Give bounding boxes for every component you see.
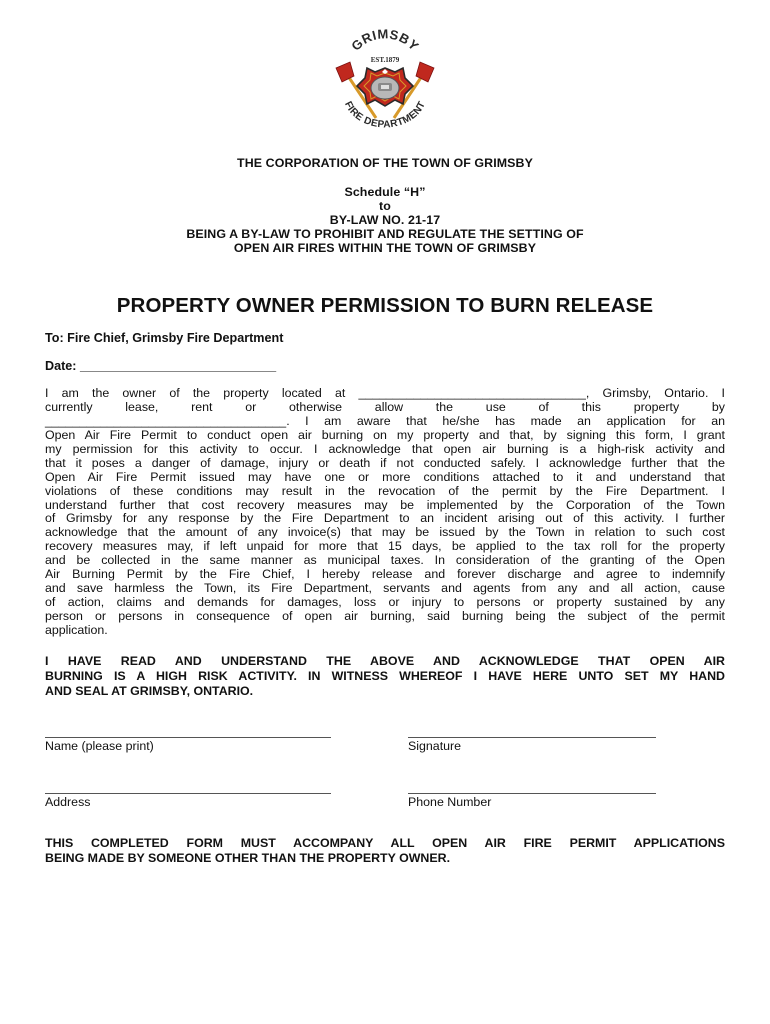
body-line: person or persons in consequence of open air burning, said burning being the subject of the permit [45, 609, 725, 623]
body-line: understand further that cost recovery measures may be implemented by the Corporation of the Town [45, 497, 725, 512]
name-print-field[interactable] [45, 737, 331, 738]
fire-badge-icon [332, 28, 438, 140]
acknowledgement-line: I HAVE READ AND UNDERSTAND THE ABOVE AND ACKNOWLEDGE THAT OPEN AIR [45, 654, 725, 668]
date-label: Date: [45, 359, 77, 373]
schedule-to: to [379, 199, 391, 213]
body-line: ___________________________________. I am aware that he/she has made an application for an [45, 413, 725, 428]
date-field[interactable] [45, 359, 276, 374]
bylaw-purpose-line-2: OPEN AIR FIRES WITHIN THE TOWN OF GRIMSBY [233, 241, 537, 255]
signature-label: Signature [408, 739, 462, 753]
phone-number-label: Phone Number [408, 795, 492, 809]
date-blank[interactable]: ____________________________ [80, 359, 277, 373]
notice-line: THIS COMPLETED FORM MUST ACCOMPANY ALL OPEN AIR FIRE PERMIT APPLICATIONS [45, 836, 725, 850]
body-line: violations of these conditions may result in the revocation of the permit by the Fire Department. I [45, 483, 725, 498]
body-line: application. [45, 622, 108, 637]
submission-notice [45, 836, 725, 866]
bylaw-purpose-line-1: BEING A BY-LAW TO PROHIBIT AND REGULATE THE SETTING OF [186, 227, 584, 241]
body-line: and be collected in the same manner as municipal taxes. In consideration of the granting of the Open [45, 553, 725, 568]
body-line: of action, claims and demands for damages, loss or injury to persons or property sustained by any [45, 595, 725, 610]
grimsby-fire-department-logo [332, 28, 438, 140]
body-line: my permission for this activity to occur. I acknowledge that open air burning is a high-risk activity and [45, 441, 725, 456]
addressee-line: To: Fire Chief, Grimsby Fire Department [45, 331, 284, 345]
corporation-heading: THE CORPORATION OF THE TOWN OF GRIMSBY [237, 156, 533, 170]
acknowledgement-line: BURNING IS A HIGH RISK ACTIVITY. IN WITNESS WHEREOF I HAVE HERE UNTO SET MY HAND [45, 669, 725, 683]
body-line: Air Burning Permit by the Fire Chief, I hereby release and forever discharge and agree to indemnify [45, 567, 725, 582]
body-line: Open Air Fire Permit issued may have one or more conditions attached to it and understand that [45, 469, 725, 484]
schedule-label: Schedule “H” [344, 185, 426, 199]
address-label: Address [45, 795, 91, 809]
body-line: of Grimsby for any response by the Fire Department to an incident arising out of this activity. I further [45, 511, 725, 526]
body-line: recovery measures may, if left unpaid for more that 15 days, be applied to the tax roll for the property [45, 539, 725, 554]
body-line: Open Air Fire Permit to conduct open air burning on my property and that, by signing this form, I grant [45, 427, 725, 442]
body-line: that it poses a danger of damage, injury or death if not conducted safely. I acknowledge further that the [45, 455, 725, 470]
body-line: I am the owner of the property located at _________________________________, Grimsby, Ontario. I [45, 386, 725, 400]
bylaw-number: BY-LAW NO. 21-17 [329, 213, 441, 227]
acknowledgement-line: AND SEAL AT GRIMSBY, ONTARIO. [45, 684, 254, 698]
phone-number-field[interactable] [408, 793, 656, 794]
signature-field[interactable] [408, 737, 656, 738]
bylaw-heading-block [0, 185, 770, 255]
body-line: and save harmless the Town, its Fire Department, servants and agents from any and all action, cause [45, 581, 725, 596]
body-line: currently lease, rent or otherwise allow the use of this property by [45, 399, 725, 414]
svg-text:FIRE DEPARTMENT: FIRE DEPARTMENT [342, 99, 428, 131]
release-body-paragraph [45, 387, 725, 638]
form-title: PROPERTY OWNER PERMISSION TO BURN RELEASE [116, 294, 654, 317]
address-field[interactable] [45, 793, 331, 794]
name-print-label: Name (please print) [45, 739, 154, 753]
acknowledgement-statement [45, 654, 725, 699]
svg-text:EST.1879: EST.1879 [370, 56, 400, 64]
notice-line: BEING MADE BY SOMEONE OTHER THAN THE PROPERTY OWNER. [45, 851, 451, 865]
svg-text:GRIMSBY: GRIMSBY [348, 28, 422, 54]
body-line: acknowledge that the amount of any invoice(s) that may be issued by the Town in relation to such cost [45, 525, 725, 540]
